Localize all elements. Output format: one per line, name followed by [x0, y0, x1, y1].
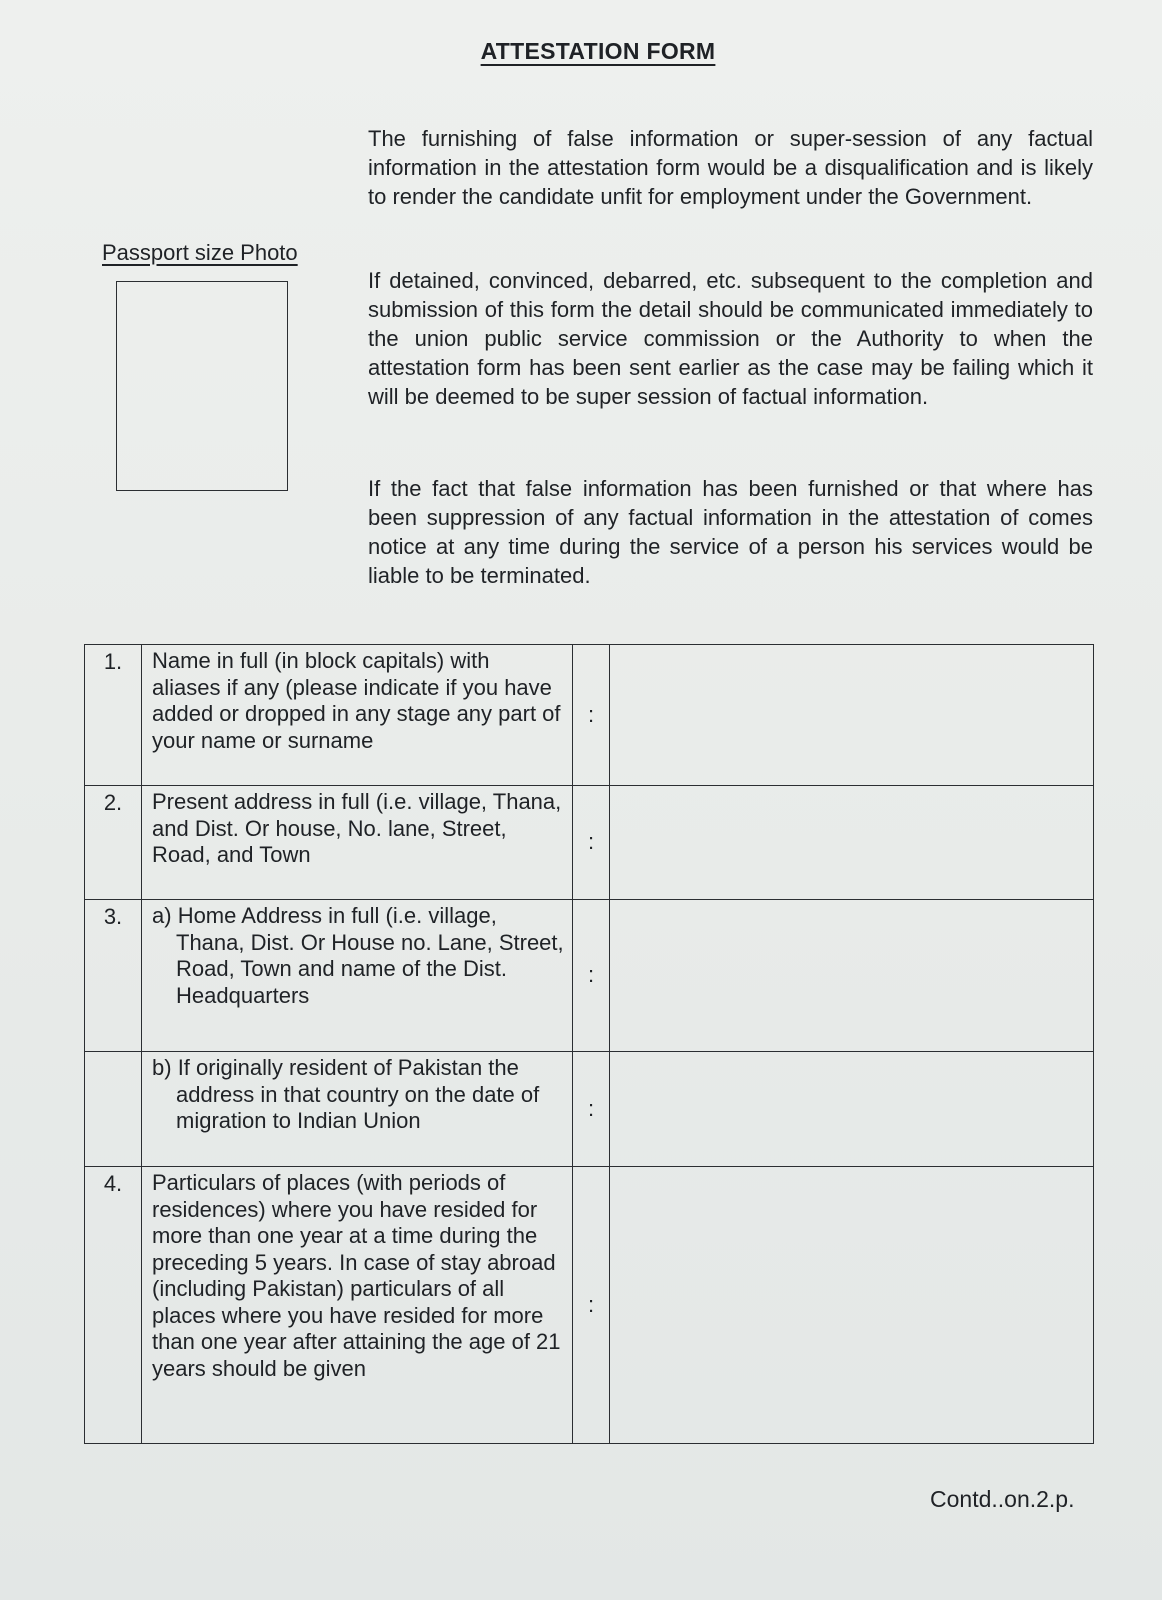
row-number [85, 1052, 142, 1167]
row-separator: : [573, 1052, 610, 1167]
form-title-text: ATTESTATION FORM [480, 38, 716, 64]
row-number: 3. [85, 900, 142, 1052]
attestation-form-table [84, 644, 1094, 1444]
row-label-present-address: Present address in full (i.e. village, Thana, and Dist. Or house, No. lane, Street, Road, and Town [142, 786, 573, 900]
form-row-pakistan-address [85, 1052, 1094, 1167]
row-label-pakistan-address [142, 1052, 573, 1167]
home-address-label-first-line [152, 903, 564, 930]
row-number: 4. [85, 1167, 142, 1444]
row-separator: : [573, 1167, 610, 1444]
form-title [0, 38, 1162, 65]
row-number: 1. [85, 645, 142, 786]
row-number: 2. [85, 786, 142, 900]
sub-item-prefix: a) [152, 903, 172, 928]
row-label-name: Name in full (in block capitals) with aliases if any (please indicate if you have added or dropped in any stage any part of your name or surname [142, 645, 573, 786]
sub-item-prefix: b) [152, 1055, 172, 1080]
pakistan-address-label-first-line [152, 1055, 564, 1082]
row-label-home-address [142, 900, 573, 1052]
pakistan-address-label-rest: address in that country on the date of migration to Indian Union [176, 1081, 540, 1133]
pakistan-address-answer-field[interactable] [610, 1052, 1094, 1167]
pakistan-address-label-lead: If originally resident of Pakistan the [177, 1055, 519, 1080]
row-separator: : [573, 900, 610, 1052]
home-address-answer-field[interactable] [610, 900, 1094, 1052]
residence-history-answer-field[interactable] [610, 1167, 1094, 1444]
passport-photo-box[interactable] [116, 281, 288, 491]
name-answer-field[interactable] [610, 645, 1094, 786]
row-label-residence-history: Particulars of places (with periods of residences) where you have resided for more than one year at a time during the preceding 5 years. In case of stay abroad (including Pakistan) particulars of all places where you have resided for more than one year after attaining the age of 21 years should be given [142, 1167, 573, 1444]
passport-photo-label: Passport size Photo [102, 240, 298, 265]
notice-paragraph-3: If the fact that false information has been furnished or that where has been suppression of any factual information in the attestation of comes notice at any time during the service of a person his services would be liable to be terminated. [368, 476, 1093, 588]
form-row-name [85, 645, 1094, 786]
present-address-answer-field[interactable] [610, 786, 1094, 900]
form-row-home-address [85, 900, 1094, 1052]
home-address-label-rest: Thana, Dist. Or House no. Lane, Street, Road, Town and name of the Dist. Headquarters [176, 929, 564, 1008]
home-address-label-lead: Home Address in full (i.e. village, [177, 903, 497, 928]
row-separator: : [573, 645, 610, 786]
notice-paragraph-1: The furnishing of false information or super-session of any factual information in the attestation form would be a disqualification and is likely to render the candidate unfit for employment under the Government. [368, 126, 1093, 209]
row-separator: : [573, 786, 610, 900]
notice-paragraph-2: If detained, convinced, debarred, etc. subsequent to the completion and submission of this form the detail should be communicated immediately to the union public service commission or the Authority to when the attestation form has been sent earlier as the case may be failing which it will be deemed to be super session of factual information. [368, 268, 1093, 409]
continuation-note: Contd..on.2.p. [930, 1486, 1075, 1512]
form-row-residence-history [85, 1167, 1094, 1444]
form-row-present-address [85, 786, 1094, 900]
